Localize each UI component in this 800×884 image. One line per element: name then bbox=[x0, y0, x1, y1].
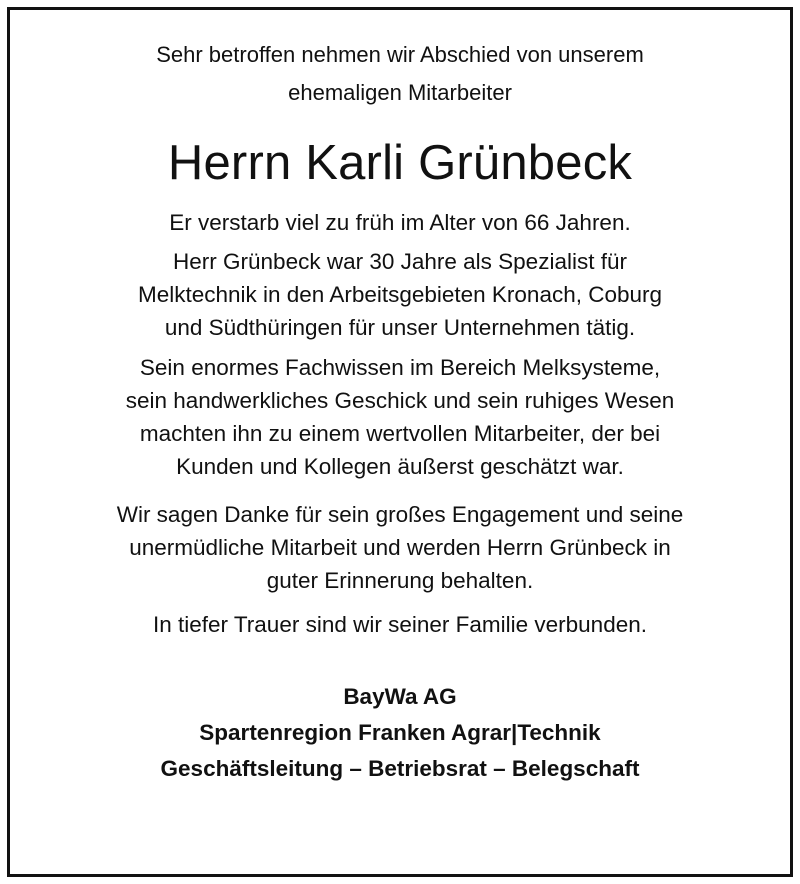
paragraph-line: In tiefer Trauer sind wir seiner Familie verbunden. bbox=[153, 612, 647, 637]
signature-company: BayWa AG bbox=[343, 684, 457, 709]
paragraph-qualities bbox=[10, 351, 790, 483]
paragraph-line: Wir sagen Danke für sein großes Engagement und seine bbox=[116, 502, 684, 527]
paragraph-line: und Südthüringen für unser Unternehmen tätig. bbox=[164, 315, 636, 340]
intro-line: ehemaligen Mitarbeiter bbox=[288, 80, 512, 105]
signature-region: Spartenregion Franken Agrar|Technik bbox=[199, 720, 601, 745]
paragraph-age bbox=[10, 206, 790, 239]
deceased-name: Herrn Karli Grünbeck bbox=[167, 136, 633, 190]
obituary-notice bbox=[10, 10, 790, 787]
paragraph-line: sein handwerkliches Geschick und sein ruhiges Wesen bbox=[125, 388, 675, 413]
paragraph-line: Er verstarb viel zu früh im Alter von 66 Jahren. bbox=[169, 210, 631, 235]
paragraph-career bbox=[10, 245, 790, 344]
paragraph-line: Kunden und Kollegen äußerst geschätzt war. bbox=[176, 454, 624, 479]
paragraph-line: Sein enormes Fachwissen im Bereich Melksysteme, bbox=[139, 355, 661, 380]
paragraph-line: Herr Grünbeck war 30 Jahre als Spezialist für bbox=[173, 249, 627, 274]
paragraph-line: guter Erinnerung behalten. bbox=[266, 568, 534, 593]
paragraph-thanks bbox=[10, 498, 790, 597]
intro-line: Sehr betroffen nehmen wir Abschied von unserem bbox=[156, 42, 644, 67]
paragraph-line: machten ihn zu einem wertvollen Mitarbeiter, der bei bbox=[139, 421, 661, 446]
intro-text bbox=[10, 36, 790, 112]
paragraph-condolence bbox=[10, 608, 790, 641]
paragraph-line: Melktechnik in den Arbeitsgebieten Kronach, Coburg bbox=[137, 282, 663, 307]
signature-groups: Geschäftsleitung – Betriebsrat – Belegschaft bbox=[160, 756, 640, 781]
paragraph-line: unermüdliche Mitarbeit und werden Herrn Grünbeck in bbox=[129, 535, 671, 560]
signature-block bbox=[10, 679, 790, 787]
